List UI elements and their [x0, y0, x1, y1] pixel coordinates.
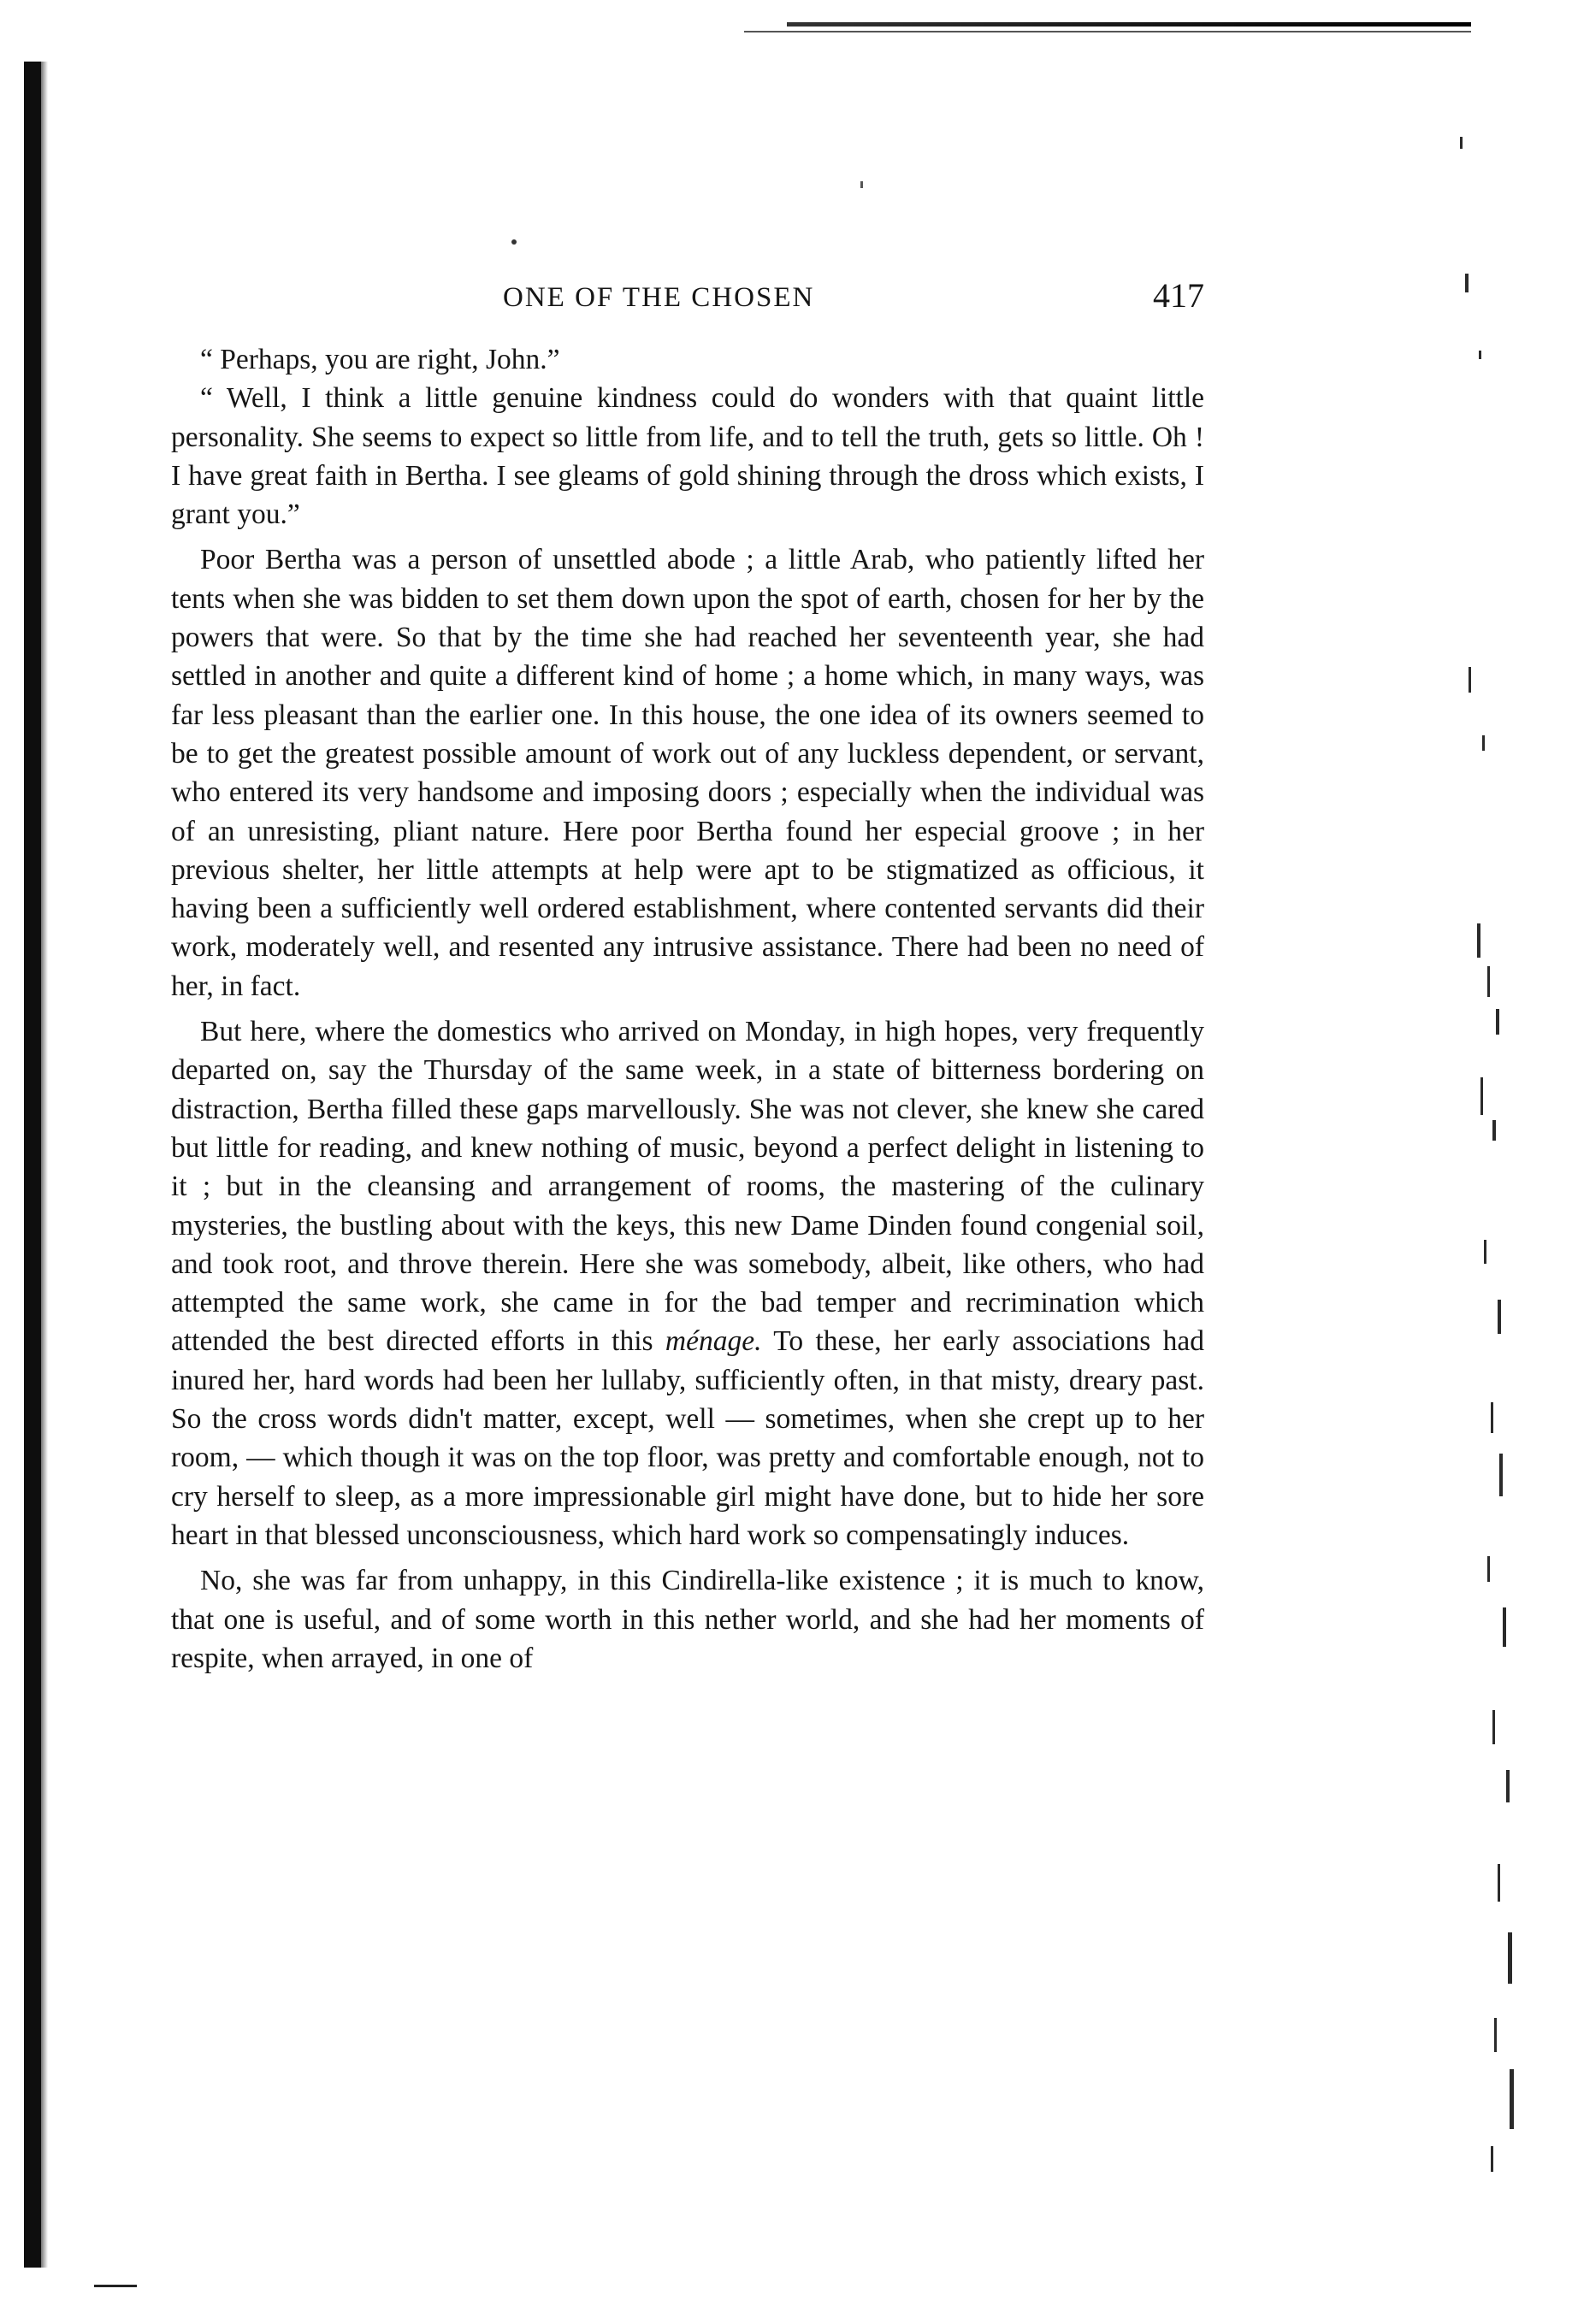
scan-speck: [1492, 1120, 1496, 1141]
paragraph: No, she was far from unhappy, in this Cindirella-like existence ; it is much to know, that one is useful, and of some worth in this nether world, and she had her moments of respite, when arrayed, in one of: [171, 1565, 1204, 1674]
scan-bottom-mark: [94, 2285, 137, 2287]
scan-speck: [1506, 1770, 1510, 1802]
scan-speck: [1479, 351, 1481, 359]
paragraph: [171, 1012, 1204, 1554]
scan-speck: [1480, 1077, 1483, 1115]
scan-binding-gradient: [41, 62, 48, 2268]
scan-speck: [860, 181, 863, 188]
scan-top-rule-thin: [744, 31, 1471, 32]
scan-speck: [1477, 923, 1480, 958]
paragraph-text: To these, her early associations had inured her, hard words had been her lullaby, sufficiently often, in that misty, dreary past. So the cross words didn't matter, except, well — sometimes, when she crept up to her room, — which though it was on the top floor, was pretty and comfortable enough, not to cry herself to sleep, as a more impressionable girl might have done, but to hide her sore heart in that blessed unconsciousness, which hard work so compensatingly induces.: [171, 1325, 1205, 1551]
scan-top-rule: [787, 22, 1471, 27]
paragraph-text: But here, where the domestics who arrived on Monday, in high hopes, very frequently departed on, say the Thursday of the same week, in a state of bitterness bordering on distraction, Bertha filled these gaps marvellously. She was not clever, she knew she cared but little for reading, and knew nothing of music, beyond a perfect delight in listening to it ; but in the cleansing and arrangement of rooms, the mastering of the culinary mysteries, the bustling about with the keys, this new Dame Dinden found congenial soil, and took root, and throve therein. Here she was somebody, albeit, like others, who had attempted the same work, she came in for the bad temper and recrimination which attended the best directed efforts in this: [171, 1016, 1204, 1358]
scan-speck: [1484, 1240, 1486, 1264]
scan-speck: [1508, 1932, 1512, 1984]
scan-speck: [1487, 1556, 1490, 1582]
scan-speck: [1491, 2146, 1493, 2172]
page-number: 417: [1153, 276, 1204, 315]
scan-speck: [1498, 1300, 1501, 1334]
scan-speck: [1498, 1864, 1500, 1902]
scan-binding-shadow: [24, 62, 41, 2268]
scan-speck: [1487, 966, 1490, 997]
scan-speck: [1492, 1710, 1495, 1744]
running-head: [171, 275, 1214, 327]
scan-speck: [1496, 1009, 1499, 1035]
scan-speck: [1491, 1402, 1493, 1433]
paragraph: “ Well, I think a little genuine kindness could do wonders with that quaint little personality. She seems to expect so little from life, and to tell the truth, gets so little. Oh ! I have great faith in Bertha. I see gleams of gold shining through the dross which exists, I grant you.”: [171, 382, 1204, 531]
scan-speck: [511, 239, 517, 245]
paragraph: Poor Bertha was a person of unsettled abode ; a little Arab, who patiently lifted her tents when she was bidden to set them down upon the spot of earth, chosen for her by the powers that were. So that by the time she had reached her seventeenth year, she had settled in another and quite a different kind of home ; a home which, in many ways, was far less pleasant than the earlier one. In this house, the one idea of its owners seemed to be to get the greatest possible amount of work out of any luckless dependent, or servant, who entered its very handsome and imposing doors ; especially when the individual was of an unresisting, pliant nature. Here poor Bertha found her especial groove ; in her previous shelter, her little attempts at help were apt to be stigmatized as officious, it having been a sufficiently well ordered establishment, where contented servants did their work, moderately well, and resented any intrusive assistance. There had been no need of her, in fact.: [171, 544, 1204, 1002]
scan-speck: [1469, 667, 1471, 693]
body-text: [171, 340, 1204, 1678]
italic-word: ménage.: [665, 1325, 762, 1358]
scan-speck: [1494, 2018, 1497, 2052]
scan-speck: [1510, 2069, 1514, 2129]
scan-speck: [1465, 274, 1469, 292]
scan-right-edge-noise: [1458, 103, 1518, 2240]
paragraph: “ Perhaps, you are right, John.”: [200, 344, 560, 375]
scan-speck: [1503, 1607, 1506, 1647]
running-title: ONE OF THE CHOSEN: [503, 282, 815, 313]
scan-speck: [1499, 1454, 1503, 1496]
scan-speck: [1482, 735, 1485, 751]
scan-speck: [1460, 137, 1463, 149]
